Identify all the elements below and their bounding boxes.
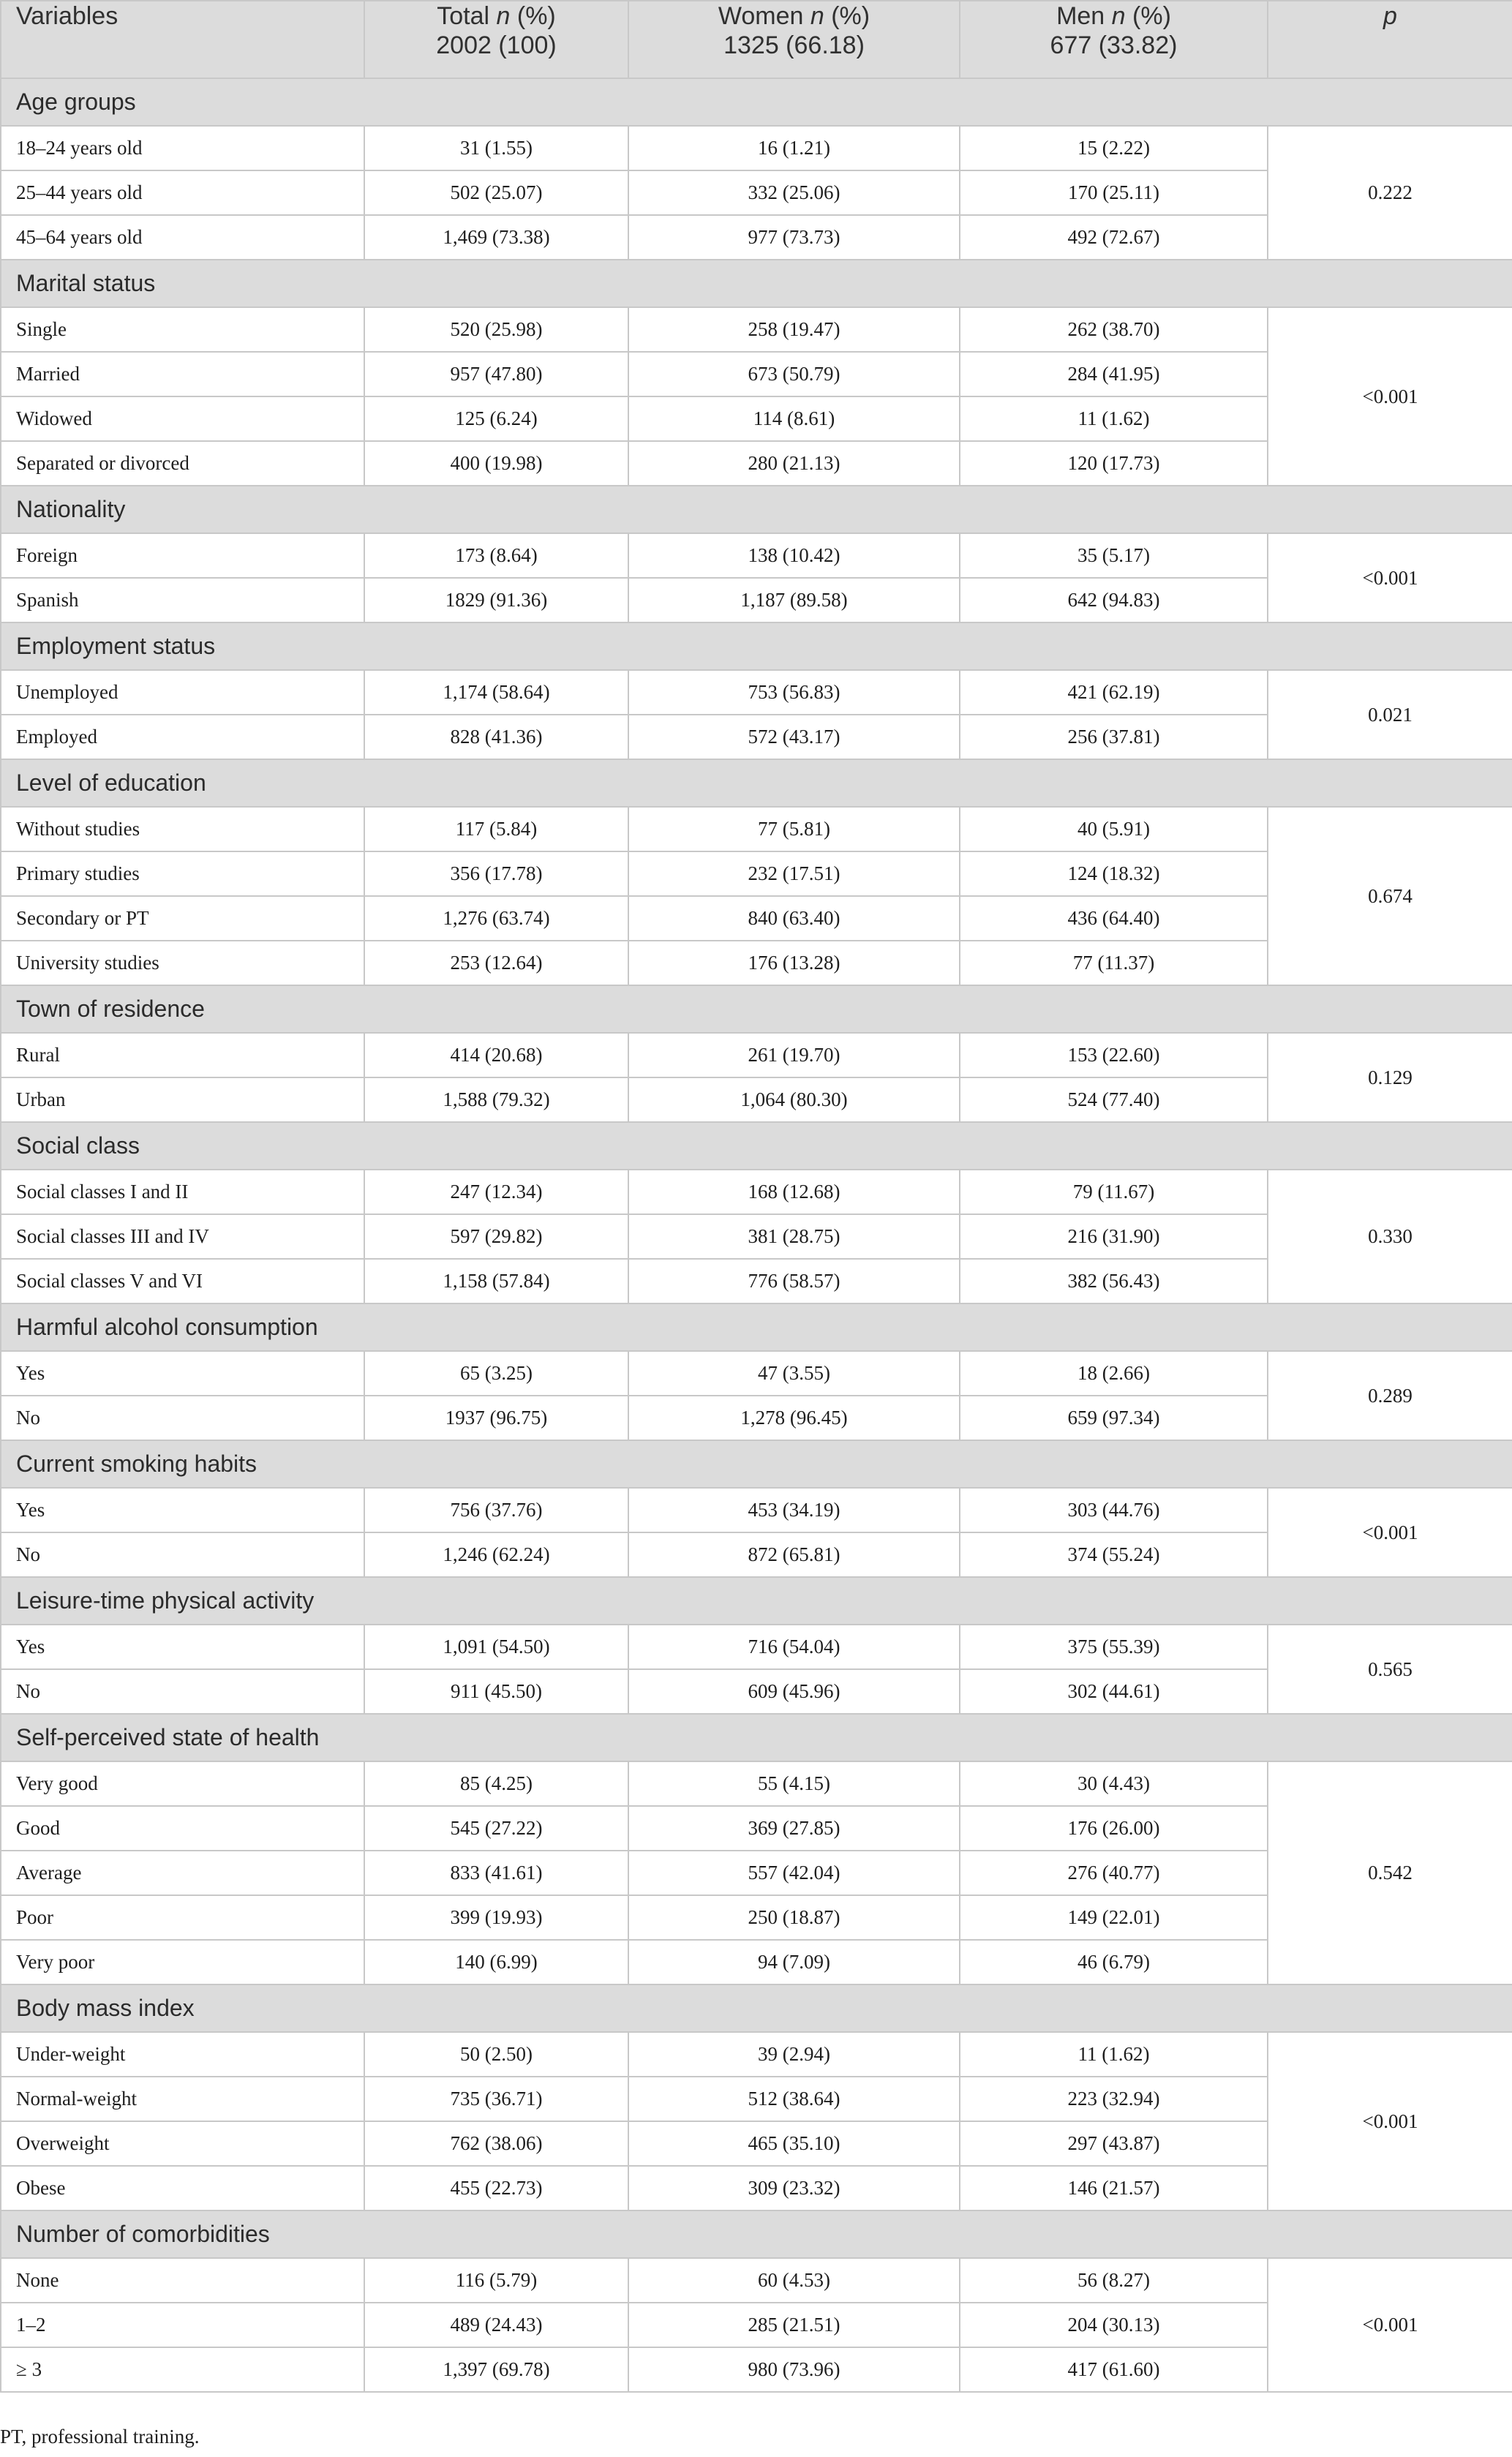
table-header-row — [1, 1, 1512, 78]
cell-women-value: 369 (27.85) — [628, 1806, 960, 1851]
cell-men-value: 276 (40.77) — [960, 1851, 1268, 1895]
cell-women-value: 557 (42.04) — [628, 1851, 960, 1895]
header-total-label: Total — [437, 2, 490, 30]
cell-men-value: 524 (77.40) — [960, 1077, 1268, 1122]
cell-variable-label: None — [1, 2258, 364, 2303]
cell-total-value: 1,588 (79.32) — [364, 1077, 628, 1122]
cell-women-value: 16 (1.21) — [628, 126, 960, 170]
cell-variable-label: Very poor — [1, 1940, 364, 1984]
cell-men-value: 120 (17.73) — [960, 441, 1268, 486]
cell-women-value: 55 (4.15) — [628, 1761, 960, 1806]
section-header-row — [1, 622, 1512, 670]
cell-variable-label: No — [1, 1532, 364, 1577]
cell-men-value: 176 (26.00) — [960, 1806, 1268, 1851]
cell-total-value: 125 (6.24) — [364, 396, 628, 441]
cell-women-value: 572 (43.17) — [628, 715, 960, 759]
cell-total-value: 31 (1.55) — [364, 126, 628, 170]
header-p-label: p — [1383, 2, 1397, 30]
cell-men-value: 302 (44.61) — [960, 1669, 1268, 1714]
section-header-row — [1, 1714, 1512, 1761]
cell-total-value: 1,246 (62.24) — [364, 1532, 628, 1577]
cell-variable-label: Urban — [1, 1077, 364, 1122]
table-row — [1, 670, 1512, 715]
cell-variable-label: Yes — [1, 1488, 364, 1532]
header-n-symbol: n — [496, 2, 511, 30]
cell-total-value: 117 (5.84) — [364, 807, 628, 851]
cell-women-value: 1,278 (96.45) — [628, 1396, 960, 1440]
cell-variable-label: 1–2 — [1, 2303, 364, 2347]
cell-total-value: 597 (29.82) — [364, 1214, 628, 1259]
cell-total-value: 116 (5.79) — [364, 2258, 628, 2303]
section-title: Employment status — [1, 622, 1512, 670]
cell-variable-label: Yes — [1, 1351, 364, 1396]
cell-men-value: 30 (4.43) — [960, 1761, 1268, 1806]
header-total-count: 2002 (100) — [436, 31, 557, 59]
section-title: Town of residence — [1, 985, 1512, 1033]
section-title: Level of education — [1, 759, 1512, 807]
cell-women-value: 176 (13.28) — [628, 941, 960, 985]
section-header-row — [1, 1122, 1512, 1170]
cell-men-value: 659 (97.34) — [960, 1396, 1268, 1440]
header-women-count: 1325 (66.18) — [723, 31, 865, 59]
section-title: Harmful alcohol consumption — [1, 1303, 1512, 1351]
cell-men-value: 375 (55.39) — [960, 1625, 1268, 1669]
cell-women-value: 977 (73.73) — [628, 215, 960, 260]
cell-women-value: 453 (34.19) — [628, 1488, 960, 1532]
cell-men-value: 79 (11.67) — [960, 1170, 1268, 1214]
cell-men-value: 297 (43.87) — [960, 2121, 1268, 2166]
cell-total-value: 502 (25.07) — [364, 170, 628, 215]
cell-men-value: 35 (5.17) — [960, 533, 1268, 578]
cell-variable-label: Very good — [1, 1761, 364, 1806]
cell-women-value: 332 (25.06) — [628, 170, 960, 215]
cell-men-value: 56 (8.27) — [960, 2258, 1268, 2303]
cell-variable-label: Overweight — [1, 2121, 364, 2166]
cell-total-value: 400 (19.98) — [364, 441, 628, 486]
cell-women-value: 232 (17.51) — [628, 851, 960, 896]
cell-variable-label: Social classes I and II — [1, 1170, 364, 1214]
cell-total-value: 247 (12.34) — [364, 1170, 628, 1214]
section-header-row — [1, 1984, 1512, 2032]
cell-p-value: 0.565 — [1268, 1625, 1512, 1714]
cell-women-value: 465 (35.10) — [628, 2121, 960, 2166]
cell-women-value: 309 (23.32) — [628, 2166, 960, 2210]
cell-total-value: 735 (36.71) — [364, 2077, 628, 2121]
header-total — [364, 1, 628, 78]
header-men-label: Men — [1056, 2, 1105, 30]
cell-total-value: 455 (22.73) — [364, 2166, 628, 2210]
header-men-count: 677 (33.82) — [1050, 31, 1178, 59]
cell-p-value: <0.001 — [1268, 2258, 1512, 2392]
cell-p-value: <0.001 — [1268, 1488, 1512, 1577]
cell-total-value: 1,091 (54.50) — [364, 1625, 628, 1669]
cell-total-value: 85 (4.25) — [364, 1761, 628, 1806]
section-title: Body mass index — [1, 1984, 1512, 2032]
cell-women-value: 512 (38.64) — [628, 2077, 960, 2121]
section-header-row — [1, 759, 1512, 807]
header-n-symbol: n — [1111, 2, 1126, 30]
cell-total-value: 833 (41.61) — [364, 1851, 628, 1895]
table-row — [1, 126, 1512, 170]
cell-total-value: 65 (3.25) — [364, 1351, 628, 1396]
cell-men-value: 223 (32.94) — [960, 2077, 1268, 2121]
cell-women-value: 609 (45.96) — [628, 1669, 960, 1714]
cell-variable-label: Widowed — [1, 396, 364, 441]
cell-variable-label: ≥ 3 — [1, 2347, 364, 2392]
cell-variable-label: Poor — [1, 1895, 364, 1940]
cell-variable-label: Separated or divorced — [1, 441, 364, 486]
cell-men-value: 382 (56.43) — [960, 1259, 1268, 1303]
cell-women-value: 77 (5.81) — [628, 807, 960, 851]
cell-men-value: 124 (18.32) — [960, 851, 1268, 896]
cell-total-value: 1,469 (73.38) — [364, 215, 628, 260]
cell-total-value: 1,158 (57.84) — [364, 1259, 628, 1303]
table-row — [1, 1351, 1512, 1396]
cell-total-value: 399 (19.93) — [364, 1895, 628, 1940]
header-pct-suffix: (%) — [516, 2, 556, 30]
cell-women-value: 840 (63.40) — [628, 896, 960, 941]
cell-p-value: <0.001 — [1268, 533, 1512, 622]
cell-variable-label: No — [1, 1669, 364, 1714]
cell-men-value: 417 (61.60) — [960, 2347, 1268, 2392]
cell-p-value: <0.001 — [1268, 2032, 1512, 2210]
header-variables-label: Variables — [16, 2, 119, 30]
cell-total-value: 489 (24.43) — [364, 2303, 628, 2347]
section-title: Leisure-time physical activity — [1, 1577, 1512, 1625]
cell-women-value: 250 (18.87) — [628, 1895, 960, 1940]
cell-variable-label: Social classes III and IV — [1, 1214, 364, 1259]
cell-total-value: 545 (27.22) — [364, 1806, 628, 1851]
cell-women-value: 716 (54.04) — [628, 1625, 960, 1669]
cell-women-value: 114 (8.61) — [628, 396, 960, 441]
cell-men-value: 204 (30.13) — [960, 2303, 1268, 2347]
cell-variable-label: Good — [1, 1806, 364, 1851]
table-row — [1, 533, 1512, 578]
cell-variable-label: Primary studies — [1, 851, 364, 896]
cell-variable-label: Employed — [1, 715, 364, 759]
table-row — [1, 1625, 1512, 1669]
cell-p-value: 0.542 — [1268, 1761, 1512, 1984]
section-header-row — [1, 985, 1512, 1033]
section-title: Age groups — [1, 78, 1512, 126]
cell-men-value: 284 (41.95) — [960, 352, 1268, 396]
cell-men-value: 492 (72.67) — [960, 215, 1268, 260]
section-title: Social class — [1, 1122, 1512, 1170]
header-pct-suffix: (%) — [1132, 2, 1171, 30]
table-row — [1, 307, 1512, 352]
cell-women-value: 285 (21.51) — [628, 2303, 960, 2347]
table-footnote: PT, professional training. — [0, 2426, 200, 2447]
cell-women-value: 872 (65.81) — [628, 1532, 960, 1577]
cell-variable-label: Yes — [1, 1625, 364, 1669]
cell-men-value: 153 (22.60) — [960, 1033, 1268, 1077]
cell-men-value: 642 (94.83) — [960, 578, 1268, 622]
cell-women-value: 168 (12.68) — [628, 1170, 960, 1214]
section-title: Number of comorbidities — [1, 2210, 1512, 2258]
cell-variable-label: Without studies — [1, 807, 364, 851]
cell-women-value: 1,187 (89.58) — [628, 578, 960, 622]
cell-variable-label: 18–24 years old — [1, 126, 364, 170]
cell-total-value: 356 (17.78) — [364, 851, 628, 896]
cell-women-value: 261 (19.70) — [628, 1033, 960, 1077]
header-pct-suffix: (%) — [831, 2, 870, 30]
cell-women-value: 280 (21.13) — [628, 441, 960, 486]
section-header-row — [1, 486, 1512, 533]
section-header-row — [1, 260, 1512, 307]
cell-men-value: 149 (22.01) — [960, 1895, 1268, 1940]
table-row — [1, 2032, 1512, 2077]
cell-men-value: 262 (38.70) — [960, 307, 1268, 352]
cell-variable-label: 25–44 years old — [1, 170, 364, 215]
cell-total-value: 1,397 (69.78) — [364, 2347, 628, 2392]
cell-men-value: 11 (1.62) — [960, 396, 1268, 441]
cell-total-value: 1,276 (63.74) — [364, 896, 628, 941]
cell-men-value: 11 (1.62) — [960, 2032, 1268, 2077]
cell-p-value: 0.129 — [1268, 1033, 1512, 1122]
cell-variable-label: University studies — [1, 941, 364, 985]
section-title: Self-perceived state of health — [1, 1714, 1512, 1761]
section-header-row — [1, 1303, 1512, 1351]
cell-variable-label: No — [1, 1396, 364, 1440]
cell-men-value: 77 (11.37) — [960, 941, 1268, 985]
cell-men-value: 170 (25.11) — [960, 170, 1268, 215]
cell-women-value: 381 (28.75) — [628, 1214, 960, 1259]
cell-men-value: 374 (55.24) — [960, 1532, 1268, 1577]
cell-variable-label: Social classes V and VI — [1, 1259, 364, 1303]
cell-men-value: 216 (31.90) — [960, 1214, 1268, 1259]
cell-women-value: 980 (73.96) — [628, 2347, 960, 2392]
header-men — [960, 1, 1268, 78]
cell-p-value: 0.289 — [1268, 1351, 1512, 1440]
cell-men-value: 18 (2.66) — [960, 1351, 1268, 1396]
cell-total-value: 957 (47.80) — [364, 352, 628, 396]
table-row — [1, 1170, 1512, 1214]
cell-men-value: 436 (64.40) — [960, 896, 1268, 941]
cell-women-value: 673 (50.79) — [628, 352, 960, 396]
cell-total-value: 762 (38.06) — [364, 2121, 628, 2166]
cell-total-value: 1829 (91.36) — [364, 578, 628, 622]
section-header-row — [1, 1440, 1512, 1488]
cell-total-value: 414 (20.68) — [364, 1033, 628, 1077]
cell-variable-label: Rural — [1, 1033, 364, 1077]
cell-p-value: 0.330 — [1268, 1170, 1512, 1303]
cell-women-value: 753 (56.83) — [628, 670, 960, 715]
cell-p-value: <0.001 — [1268, 307, 1512, 486]
cell-total-value: 140 (6.99) — [364, 1940, 628, 1984]
cell-women-value: 258 (19.47) — [628, 307, 960, 352]
cell-men-value: 15 (2.22) — [960, 126, 1268, 170]
cell-men-value: 303 (44.76) — [960, 1488, 1268, 1532]
cell-variable-label: Average — [1, 1851, 364, 1895]
cell-women-value: 60 (4.53) — [628, 2258, 960, 2303]
cell-total-value: 828 (41.36) — [364, 715, 628, 759]
cell-variable-label: Secondary or PT — [1, 896, 364, 941]
cell-men-value: 46 (6.79) — [960, 1940, 1268, 1984]
header-n-symbol: n — [810, 2, 824, 30]
cell-p-value: 0.222 — [1268, 126, 1512, 260]
table-row — [1, 1761, 1512, 1806]
cell-total-value: 253 (12.64) — [364, 941, 628, 985]
cell-men-value: 146 (21.57) — [960, 2166, 1268, 2210]
cell-variable-label: 45–64 years old — [1, 215, 364, 260]
cell-total-value: 911 (45.50) — [364, 1669, 628, 1714]
cell-variable-label: Unemployed — [1, 670, 364, 715]
cell-variable-label: Under-weight — [1, 2032, 364, 2077]
cell-p-value: 0.021 — [1268, 670, 1512, 759]
table-row — [1, 1033, 1512, 1077]
cell-variable-label: Obese — [1, 2166, 364, 2210]
cell-variable-label: Foreign — [1, 533, 364, 578]
header-variables — [1, 1, 364, 78]
section-title: Marital status — [1, 260, 1512, 307]
section-header-row — [1, 1577, 1512, 1625]
cell-women-value: 47 (3.55) — [628, 1351, 960, 1396]
section-header-row — [1, 2210, 1512, 2258]
cell-total-value: 1,174 (58.64) — [364, 670, 628, 715]
cell-men-value: 421 (62.19) — [960, 670, 1268, 715]
cell-total-value: 1937 (96.75) — [364, 1396, 628, 1440]
cell-variable-label: Spanish — [1, 578, 364, 622]
cell-total-value: 173 (8.64) — [364, 533, 628, 578]
cell-variable-label: Single — [1, 307, 364, 352]
cell-women-value: 1,064 (80.30) — [628, 1077, 960, 1122]
section-title: Nationality — [1, 486, 1512, 533]
header-women-label: Women — [718, 2, 804, 30]
cell-total-value: 520 (25.98) — [364, 307, 628, 352]
cell-total-value: 756 (37.76) — [364, 1488, 628, 1532]
cell-men-value: 256 (37.81) — [960, 715, 1268, 759]
table-body — [1, 78, 1512, 2392]
table-row — [1, 2258, 1512, 2303]
cell-men-value: 40 (5.91) — [960, 807, 1268, 851]
section-header-row — [1, 78, 1512, 126]
header-p-value — [1268, 1, 1512, 78]
cell-p-value: 0.674 — [1268, 807, 1512, 985]
header-women — [628, 1, 960, 78]
cell-variable-label: Normal-weight — [1, 2077, 364, 2121]
table-row — [1, 807, 1512, 851]
cell-total-value: 50 (2.50) — [364, 2032, 628, 2077]
section-title: Current smoking habits — [1, 1440, 1512, 1488]
cell-variable-label: Married — [1, 352, 364, 396]
cell-women-value: 138 (10.42) — [628, 533, 960, 578]
cell-women-value: 94 (7.09) — [628, 1940, 960, 1984]
cell-women-value: 776 (58.57) — [628, 1259, 960, 1303]
cell-women-value: 39 (2.94) — [628, 2032, 960, 2077]
table-row — [1, 1488, 1512, 1532]
